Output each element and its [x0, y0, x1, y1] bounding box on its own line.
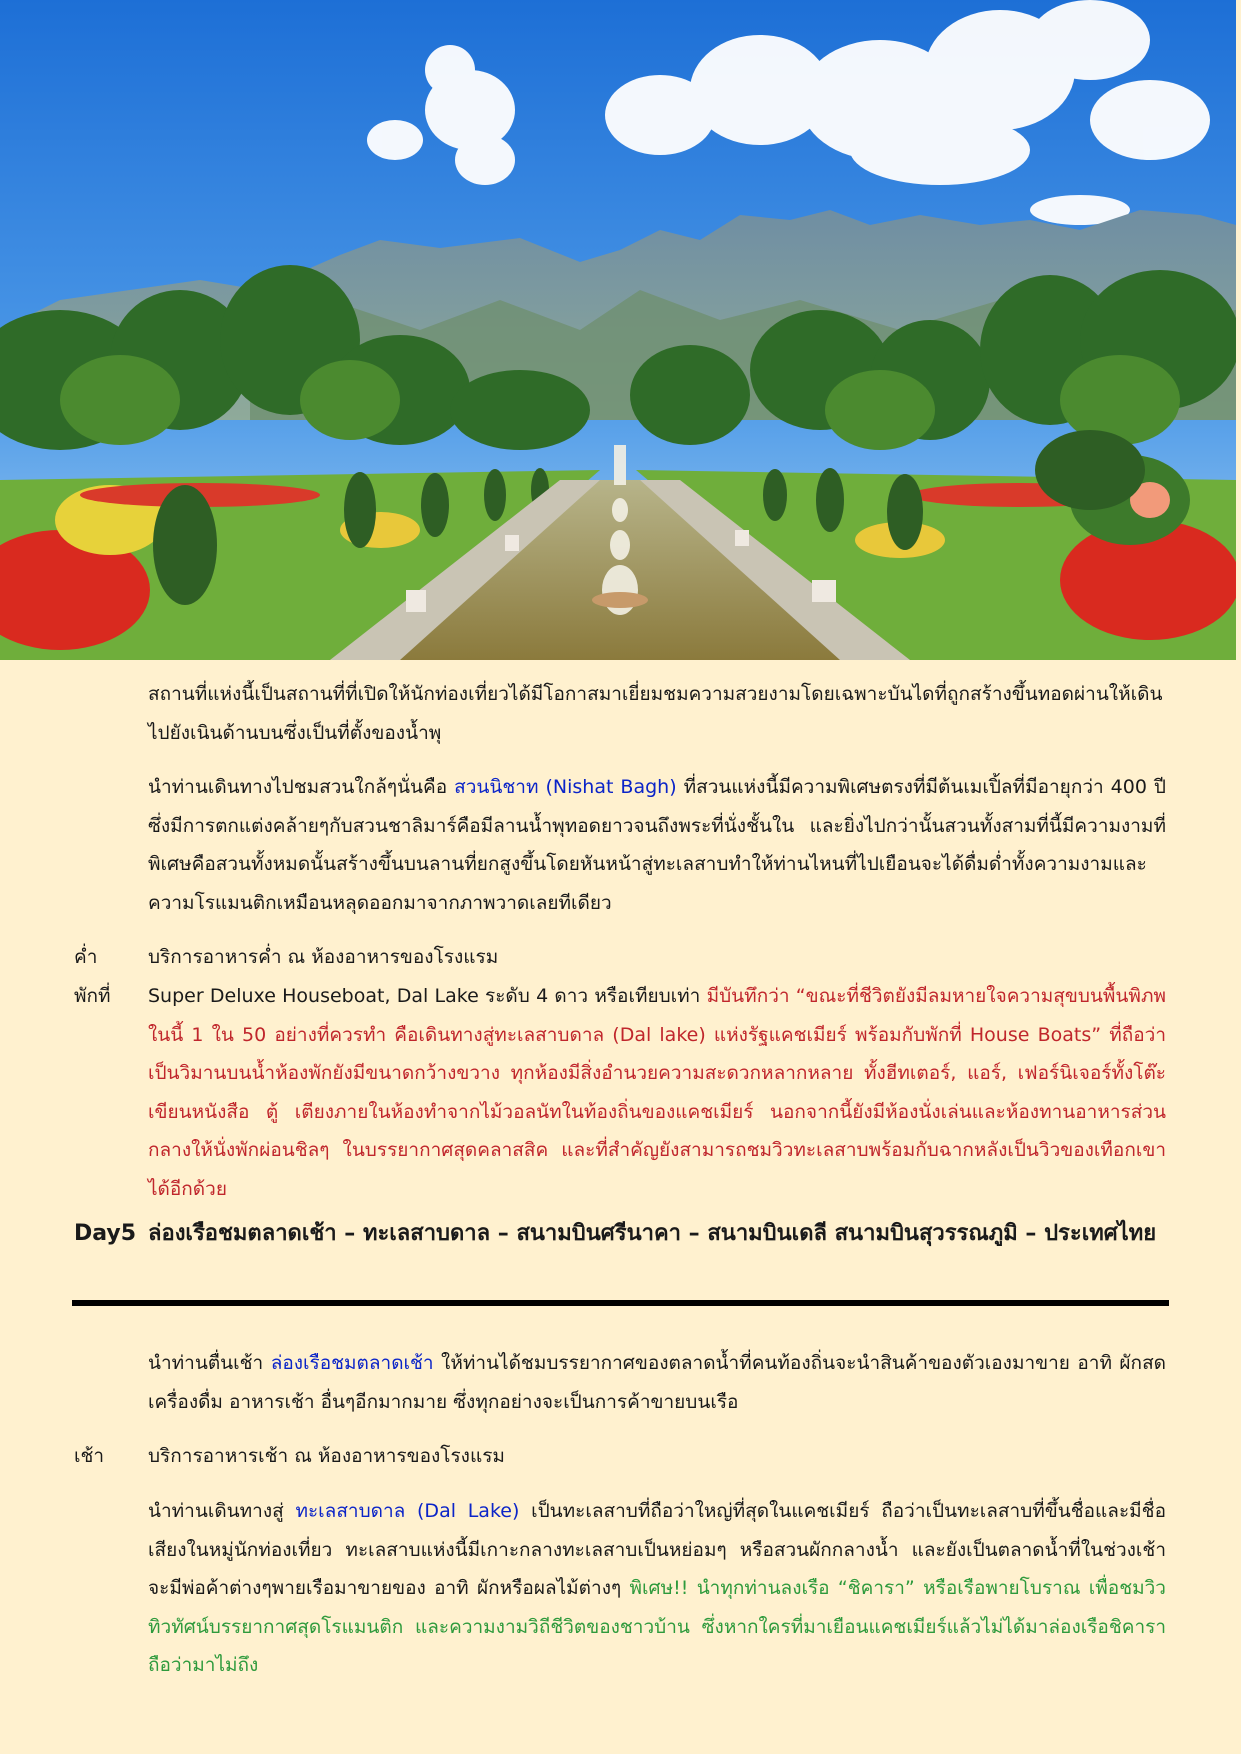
dal-lake-paragraph	[148, 1492, 1166, 1685]
paragraph-text: นำท่านตื่นเช้า	[148, 1352, 271, 1374]
hotel-name: Super Deluxe Houseboat, Dal Lake ระดับ 4 ดาว หรือเทียบเท่า	[148, 985, 707, 1007]
day-title: ล่องเรือชมตลาดเช้า – ทะเลสาบดาล – สนามบินศรีนาคา – สนามบินเดลี สนามบินสุวรรณภูมิ – ประเทศไทย	[148, 1221, 1157, 1246]
paragraph-text: ให้ท่านได้ชมบรรยากาศของตลาดน้ำที่คนท้องถิ่นจะนำสินค้าของตัวเองมาขาย อาทิ ผักสด เครื่องดื่ม อาหารเช้า อื่นๆอีกมากมาย ซึ่งทุกอย่างจะเป็นการค้าขายบนเรือ	[148, 1352, 1166, 1413]
paragraph-text: นำท่านเดินทางสู่	[148, 1500, 296, 1522]
nishat-intro-paragraph	[148, 675, 1166, 752]
meal-label-dinner: ค่ำ	[74, 946, 98, 968]
accommodation-label: พักที่	[74, 985, 111, 1007]
accommodation-text	[148, 977, 1166, 1208]
hero-photo	[0, 0, 1236, 660]
dinner-text: บริการอาหารค่ำ ณ ห้องอาหารของโรงแรม	[148, 946, 499, 968]
morning-market-paragraph	[148, 1344, 1166, 1421]
nishat-bagh-paragraph	[148, 768, 1166, 922]
paragraph-text: เป็นทะเลสาบที่ถือว่าใหญ่ที่สุดในแคชเมียร์ ถือว่าเป็นทะเลสาบที่ขึ้นชื่อและมีชื่อเสียงในหมู่นักท่องเที่ยว ทะเลสาบแห่งนี้มีเกาะกลางทะเลสาบเป็นหย่อมๆ หรือสวนผักกลางน้ำ และยังเป็นตลาดน้ำที่ในช่วงเช้าจะมีพ่อค้าต่างๆพายเรือมาขายของ อาทิ ผักหรือผลไม้ต่างๆ	[148, 1500, 1166, 1599]
garden-landscape-image	[0, 0, 1236, 660]
nishat-bagh-highlight: สวนนิชาท (Nishat Bagh)	[454, 776, 677, 798]
dal-lake-highlight: ทะเลสาบดาล (Dal Lake)	[295, 1500, 520, 1522]
day-number: Day5	[74, 1221, 137, 1246]
paragraph-text: นำท่านเดินทางไปชมสวนใกล้ๆนั่นคือ	[148, 776, 455, 798]
paragraph-text: ที่สวนแห่งนี้มีความพิเศษตรงที่มีต้นเมเปิ้ลที่มีอายุกว่า 400 ปี ซึ่งมีการตกแต่งคล้ายๆกับสวนชาลิมาร์คือมีลานน้ำพุทอดยาวจนถึงพระที่นั่งชั้นใน และยิ่งไปกว่านั้นสวนทั้งสามที่นี้มีความงามที่พิเศษคือสวนทั้งหมดนั้นสร้างขึ้นบนลานที่ยกสูงขึ้นโดยหันหน้าสู่ทะเลสาบทำให้ท่านไหนที่ไปเยือนจะได้ดื่มด่ำทั้งความงามและความโรแมนติกเหมือนหลุดออกมาจากภาพวาดเลยทีเดียว	[148, 776, 1166, 914]
shikara-special-text: พิเศษ!! นำทุกท่านลงเรือ “ชิคารา” หรือเรือพายโบราณ เพื่อชมวิวทิวทัศน์บรรยากาศสุดโรแมนติก และความงามวิถีชีวิตของชาวบ้าน ซึ่งหากใครที่มาเยือนแคชเมียร์แล้วไม่ได้มาล่องเรือชิคาราถือว่ามาไม่ถึง	[148, 1577, 1166, 1676]
heading-divider	[72, 1300, 1169, 1306]
morning-market-highlight: ล่องเรือชมตลาดเช้า	[270, 1352, 434, 1374]
houseboat-description: มีบันทึกว่า “ขณะที่ชีวิตยังมีลมหายใจความสุขบนพื้นพิภพในนี้ 1 ใน 50 อย่างที่ควรทำ คือเดินทางสู่ทะเลสาบดาล (Dal lake) แห่งรัฐแคชเมียร์ พร้อมกับพักที่ House Boats” ที่ถือว่าเป็นวิมานบนน้ำห้องพักยังมีขนาดกว้างขวาง ทุกห้องมีสิ่งอำนวยความสะดวกหลากหลาย ทั้งฮีทเตอร์, แอร์, เฟอร์นิเจอร์ทั้งโต๊ะเขียนหนังสือ ตู้ เตียงภายในห้องทำจากไม้วอลนัทในท้องถิ่นของแคชเมียร์ นอกจากนี้ยังมีห้องนั่งเล่นและห้องทานอาหารส่วนกลางให้นั่งพักผ่อนชิลๆ ในบรรยากาศสุดคลาสสิค และที่สำคัญยังสามารถชมวิวทะเลสาบพร้อมกับฉากหลังเป็นวิวของเทือกเขาได้อีกด้วย	[148, 985, 1166, 1200]
paragraph-text: สถานที่แห่งนี้เป็นสถานที่ที่เปิดให้นักท่องเที่ยวได้มีโอกาสมาเยี่ยมชมความสวยงามโดยเฉพาะบันไดที่ถูกสร้างขึ้นทอดผ่านให้เดินไปยังเนินด้านบนซึ่งเป็นที่ตั้งของน้ำพุ	[148, 683, 1163, 744]
meal-label-breakfast: เช้า	[74, 1445, 105, 1467]
breakfast-text: บริการอาหารเช้า ณ ห้องอาหารของโรงแรม	[148, 1445, 505, 1467]
